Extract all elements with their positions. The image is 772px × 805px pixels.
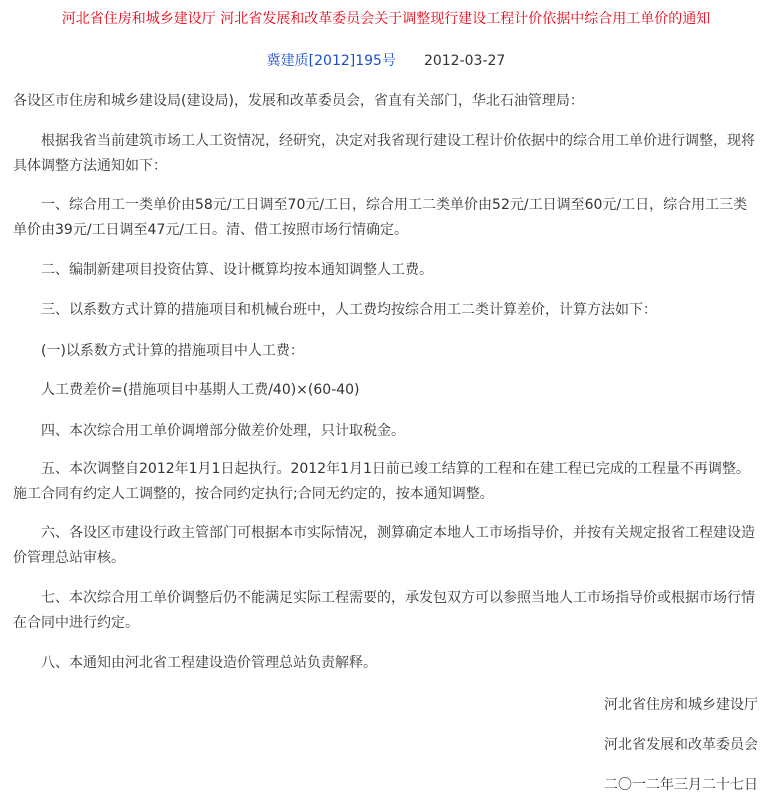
paragraph-5: 五、本次调整自2012年1月1日起执行。2012年1月1日前已竣工结算的工程和在建工程已完成的工程量不再调整。施工合同有约定人工调整的，按合同约定执行;合同无约定的，按本通知调整。 — [13, 461, 750, 502]
salutation: 各设区市住房和城乡建设局(建设局)，发展和改革委员会，省直有关部门，华北石油管理局： — [13, 93, 584, 109]
paragraph-6: 六、各设区市建设行政主管部门可根据本市实际情况，测算确定本地人工市场指导价，并按有关规定报省工程建设造价管理总站审核。 — [13, 525, 755, 566]
paragraph-8: 八、本通知由河北省工程建设造价管理总站负责解释。 — [41, 655, 377, 671]
signature-date: 二〇一二年三月二十七日 — [604, 777, 758, 793]
document-number: 冀建质[2012]195号 — [266, 53, 396, 69]
signature-department-2: 河北省发展和改革委员会 — [604, 737, 758, 753]
paragraph-1: 一、综合用工一类单价由58元/工日调至70元/工日，综合用工二类单价由52元/工日调至60元/工日，综合用工三类单价由39元/工日调至47元/工日。清、借工按照市场行情确定。 — [13, 197, 748, 238]
paragraph-3: 三、以系数方式计算的措施项目和机械台班中，人工费均按综合用工二类计算差价，计算方法如下： — [41, 302, 657, 318]
formula-line: 人工费差价=(措施项目中基期人工费/40)×(60-40) — [41, 382, 360, 398]
notice-title: 河北省住房和城乡建设厅 河北省发展和改革委员会关于调整现行建设工程计价依据中综合用工单价的通知 — [61, 11, 711, 27]
publish-date: 2012-03-27 — [423, 53, 506, 69]
notice-meta — [0, 51, 772, 71]
paragraph-intro: 根据我省当前建筑市场工人工资情况，经研究，决定对我省现行建设工程计价依据中的综合用工单价进行调整，现将具体调整方法通知如下： — [13, 133, 755, 174]
paragraph-2: 二、编制新建项目投资估算、设计概算均按本通知调整人工费。 — [41, 262, 433, 278]
signature-department-1: 河北省住房和城乡建设厅 — [604, 697, 758, 713]
paragraph-3-sub1: (一)以系数方式计算的措施项目中人工费： — [41, 343, 304, 359]
paragraph-4: 四、本次综合用工单价调增部分做差价处理，只计取税金。 — [41, 423, 405, 439]
paragraph-7: 七、本次综合用工单价调整后仍不能满足实际工程需要的，承发包双方可以参照当地人工市场指导价或根据市场行情在合同中进行约定。 — [13, 590, 755, 631]
